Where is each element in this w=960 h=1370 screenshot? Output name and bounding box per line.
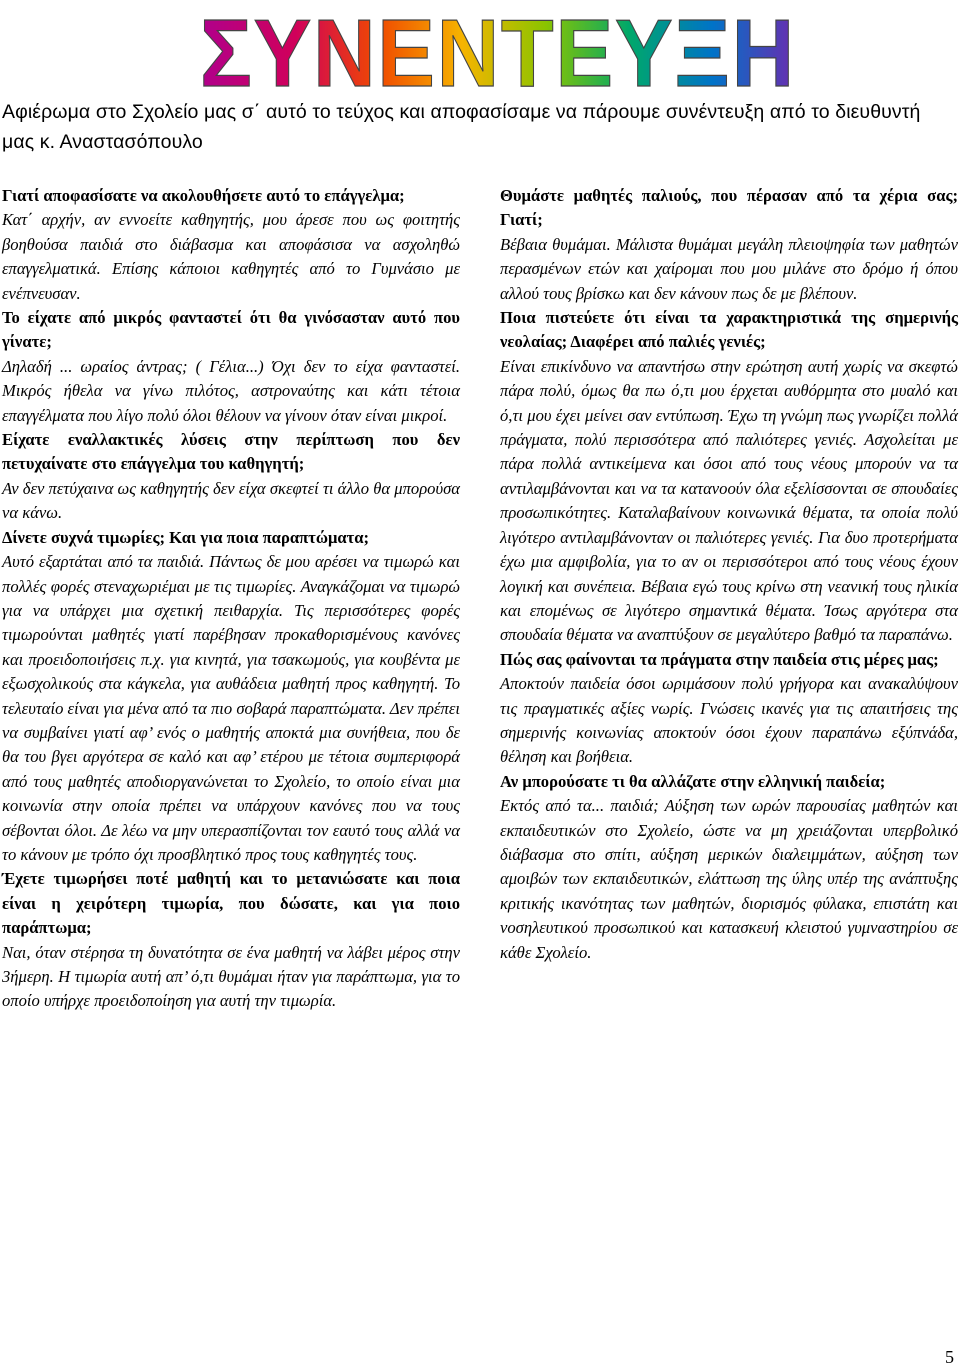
interview-question: Έχετε τιμωρήσει ποτέ μαθητή και το μετανιώσατε και ποια είναι η χειρότερη τιμωρία, που δώσατε, και για ποιο παράπτωμα; — [2, 869, 460, 938]
interview-question: Δίνετε συχνά τιμωρίες; Και για ποια παραπτώματα; — [2, 527, 370, 547]
interview-column-left — [2, 184, 460, 1014]
interview-answer: Βέβαια θυμάμαι. Μάλιστα θυμάμαι μεγάλη πλειοψηφία των μαθητών περασμένων ετών και χαίρομαι που μου μιλάνε στο δρόμο ή όπου αλλού τους βρίσκω και δεν κάνουν πως δε με βλέπουν. — [500, 234, 958, 303]
interview-answer: Είναι επικίνδυνο να απαντήσω στην ερώτηση αυτή χωρίς να σκεφτώ πάρα πολύ, όμως θα πω ό,τι μου έρχεται αυθόρμητα στο μυαλό και ό,τι μου έχει μείνει σαν εντύπωση. Έχω τη γνώμη πως γνωρίζει πολλά πράγματα, πολύ περισσότερα από παλιότερες γενιές. Ασχολείται με πάρα πολλά αντικείμενα και όσοι από τους νέους μπορούν να τα αντιλαμβάνονται και να τα κατανοούν όλα εξελίσσονται σε σπουδαίες προσωπικότητες. Καταλαβαίνουν κοινωνικά θέματα, τα οποία πολύ λιγότερο αντιλαμβάνονταν οι παλιότερες γενιές. Για δυο προτερήματα έχω μια αμφιβολία, για το αν οι περισσότεροι από τους νέους έχουν λογική και συνέπεια. Βέβαια εγώ τους κρίνω στη νεανική τους ηλικία και επομένως σε λιγότερο σημαντικά θέματα. Ίσως αργότερα στα σπουδαία θέματα να αναπτύξουν σε μεγαλύτερο βαθμό τα παραπάνω. — [500, 356, 958, 645]
interview-column-right — [500, 184, 958, 965]
interview-question: Γιατί αποφασίσατε να ακολουθήσετε αυτό το επάγγελμα; — [2, 186, 405, 205]
page-number: 5 — [945, 1347, 954, 1367]
intro-text: Αφιέρωμα στο Σχολείο μας σ΄ αυτό το τεύχος και αποφασίσαμε να πάρουμε συνέντευξη από το διευθυντή μας κ. Αναστασόπουλο — [2, 101, 921, 153]
interview-question: Θυμάστε μαθητές παλιούς, που πέρασαν από τα χέρια σας; Γιατί; — [500, 186, 958, 230]
masthead-title — [198, 4, 798, 94]
interview-question: Ποια πιστεύετε ότι είναι τα χαρακτηριστικά της σημερινής νεολαίας; Διαφέρει από παλιές γενιές; — [500, 308, 958, 352]
interview-question: Είχατε εναλλακτικές λύσεις στην περίπτωση που δεν πετυχαίνατε στο επάγγελμα του καθηγητή; — [2, 430, 460, 474]
interview-question: Το είχατε από μικρός φανταστεί ότι θα γινόσασταν αυτό που γίνατε; — [2, 308, 460, 352]
interview-answer: Εκτός από τα... παιδιά; Αύξηση των ωρών παρουσίας μαθητών και εκπαιδευτικών στο Σχολείο, ώστε να μη χρειάζονται υπερβολικό διάβασμα στο σπίτι, αύξηση μερικών διαλειμμάτων, αύξηση των αμοιβών των εκπαιδευτικών, ελάττωση της ύλης υπέρ της ανάπτυξης κριτικής ικανότητας των μαθητών, διορισμός φύλακα, επιστάτη και νοσηλευτικού προσωπικού και κατασκευή κλειστού γυμναστηρίου σε κάθε Σχολείο. — [500, 796, 958, 962]
interview-answer: Αυτό εξαρτάται από τα παιδιά. Πάντως δε μου αρέσει να τιμωρώ και πολλές φορές στεναχωριέμαι με τις τιμωρίες. Αναγκάζομαι να τιμωρώ για να υπάρχει μια σχετική πειθαρχία. Τις περισσότερες φορές τιμωρούνται μαθητές γιατί παρέβησαν προκαθορισμένους κανόνες και προειδοποιήσεις π.χ. για κινητά, για τσακωμούς, για κουβέντα με εξωσχολικούς στα κάγκελα, για αυθάδεια μαθητή προς καθηγητή. Το τελευταίο είναι για μένα από τα πιο σοβαρά παραπτώματα. Δεν πρέπει να συμβαίνει γιατί αφ’ ενός ο μαθητής αποκτά μια συνήθεια, που δε θα του βγει αργότερα σε καλό και αφ’ ετέρου με τέτοια συμπεριφορά από τους μαθητές αποδιοργανώνεται το Σχολείο, το οποίο είναι μια κοινωνία στην οποία πρέπει να υπάρχουν κανόνες που να τους σέβονται όλοι. Δε λέω να μην υπερασπίζονται τον εαυτό τους αλλά να το κάνουν με τρόπο όχι προσβλητικό προς τους καθηγητές τους. — [2, 552, 460, 864]
masthead-text: ΣΥΝΕΝΤΕΥΞΗ — [200, 4, 796, 94]
interview-answer: Αποκτούν παιδεία όσοι ωριμάσουν πολύ γρήγορα και ανακαλύψουν τις πραγματικές αξίες νωρίς. Γνώσεις ικανές για τις απαιτήσεις της σημερινής κοινωνίας αποκτούν όσοι έχουν παραπάνω εξύπνάδα, θέληση και βοήθεια. — [500, 674, 958, 767]
interview-answer: Αν δεν πετύχαινα ως καθηγητής δεν είχα σκεφτεί τι άλλο θα μπορούσα να κάνω. — [2, 478, 460, 523]
masthead-rainbow-logo — [198, 4, 798, 94]
interview-answer: Ναι, όταν στέρησα τη δυνατότητα σε ένα μαθητή να λάβει μέρος στην 3ήμερη. Η τιμωρία αυτή απ’ ό,τι θυμάμαι ήταν για παράπτωμα, για το οποίο υπήρχε προειδοποίηση για αυτή την τιμωρία. — [2, 942, 460, 1011]
interview-question: Αν μπορούσατε τι θα αλλάζατε στην ελληνική παιδεία; — [500, 771, 886, 791]
interview-answer: Δηλαδή ... ωραίος άντρας; ( Γέλια...) Όχι δεν το είχα φανταστεί. Μικρός ήθελα να γίνω πιλότος, αστροναύτης και κάτι τέτοια επαγγέλματα που λίγο πολύ όλοι θέλουν να γίνουν όταν είναι μικροί. — [2, 356, 460, 425]
interview-answer: Κατ΄ αρχήν, αν εννοείτε καθηγητής, μου άρεσε που ως φοιτητής βοηθούσα παιδιά στο διάβασμα και αποφάσισα να ασχοληθώ επαγγελματικά. Επίσης κάποιοι καθηγητές από το Γυμνάσιο με ενέπνευσαν. — [2, 210, 460, 303]
interview-question: Πώς σας φαίνονται τα πράγματα στην παιδεία στις μέρες μας; — [500, 649, 939, 669]
